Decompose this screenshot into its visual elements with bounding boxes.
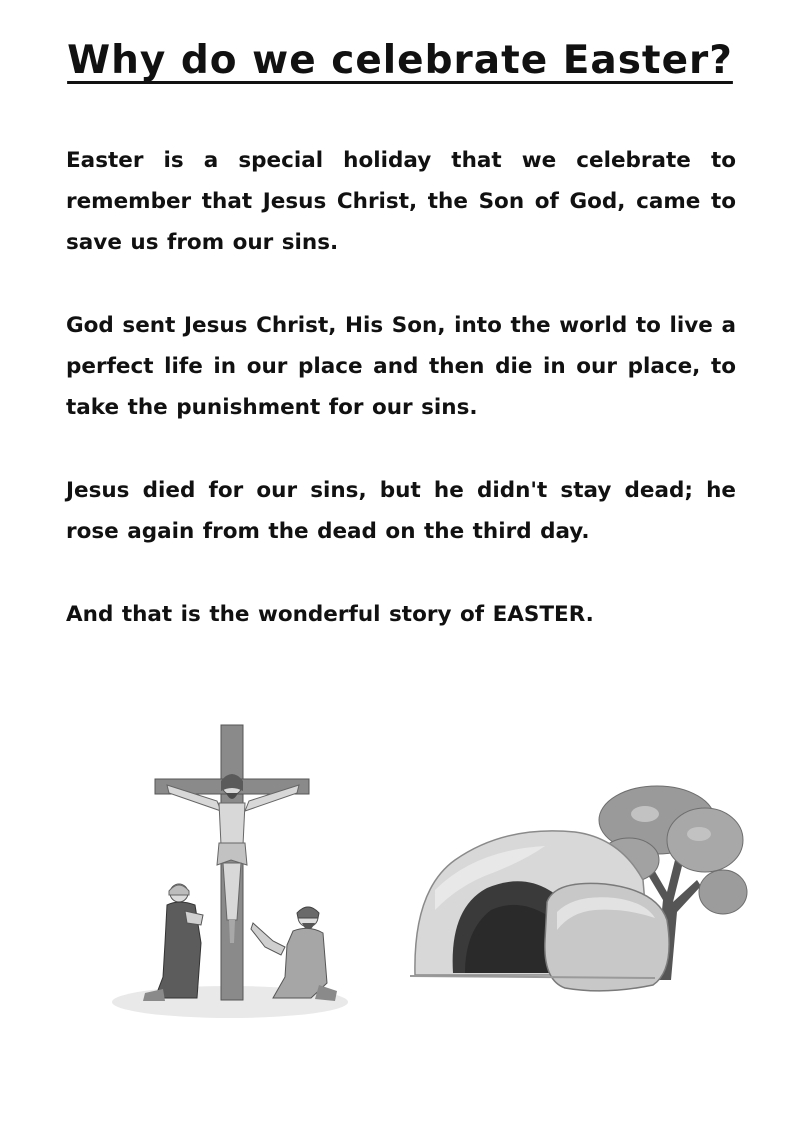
empty-tomb-illustration xyxy=(405,780,750,995)
page-title: Why do we celebrate Easter? xyxy=(67,38,733,83)
paragraph-conclusion: And that is the wonderful story of EASTER. xyxy=(66,602,594,627)
paragraph-god-sent: God sent Jesus Christ, His Son, into the world to live a perfect life in our place and then die in our place, to take the punishment for our sins. xyxy=(66,313,736,420)
paragraph-intro: Easter is a special holiday that we celebrate to remember that Jesus Christ, the Son of God, came to save us from our sins. xyxy=(66,148,736,255)
crucifixion-illustration xyxy=(105,715,365,1025)
paragraph-resurrection: Jesus died for our sins, but he didn't stay dead; he rose again from the dead on the third day. xyxy=(66,478,736,544)
